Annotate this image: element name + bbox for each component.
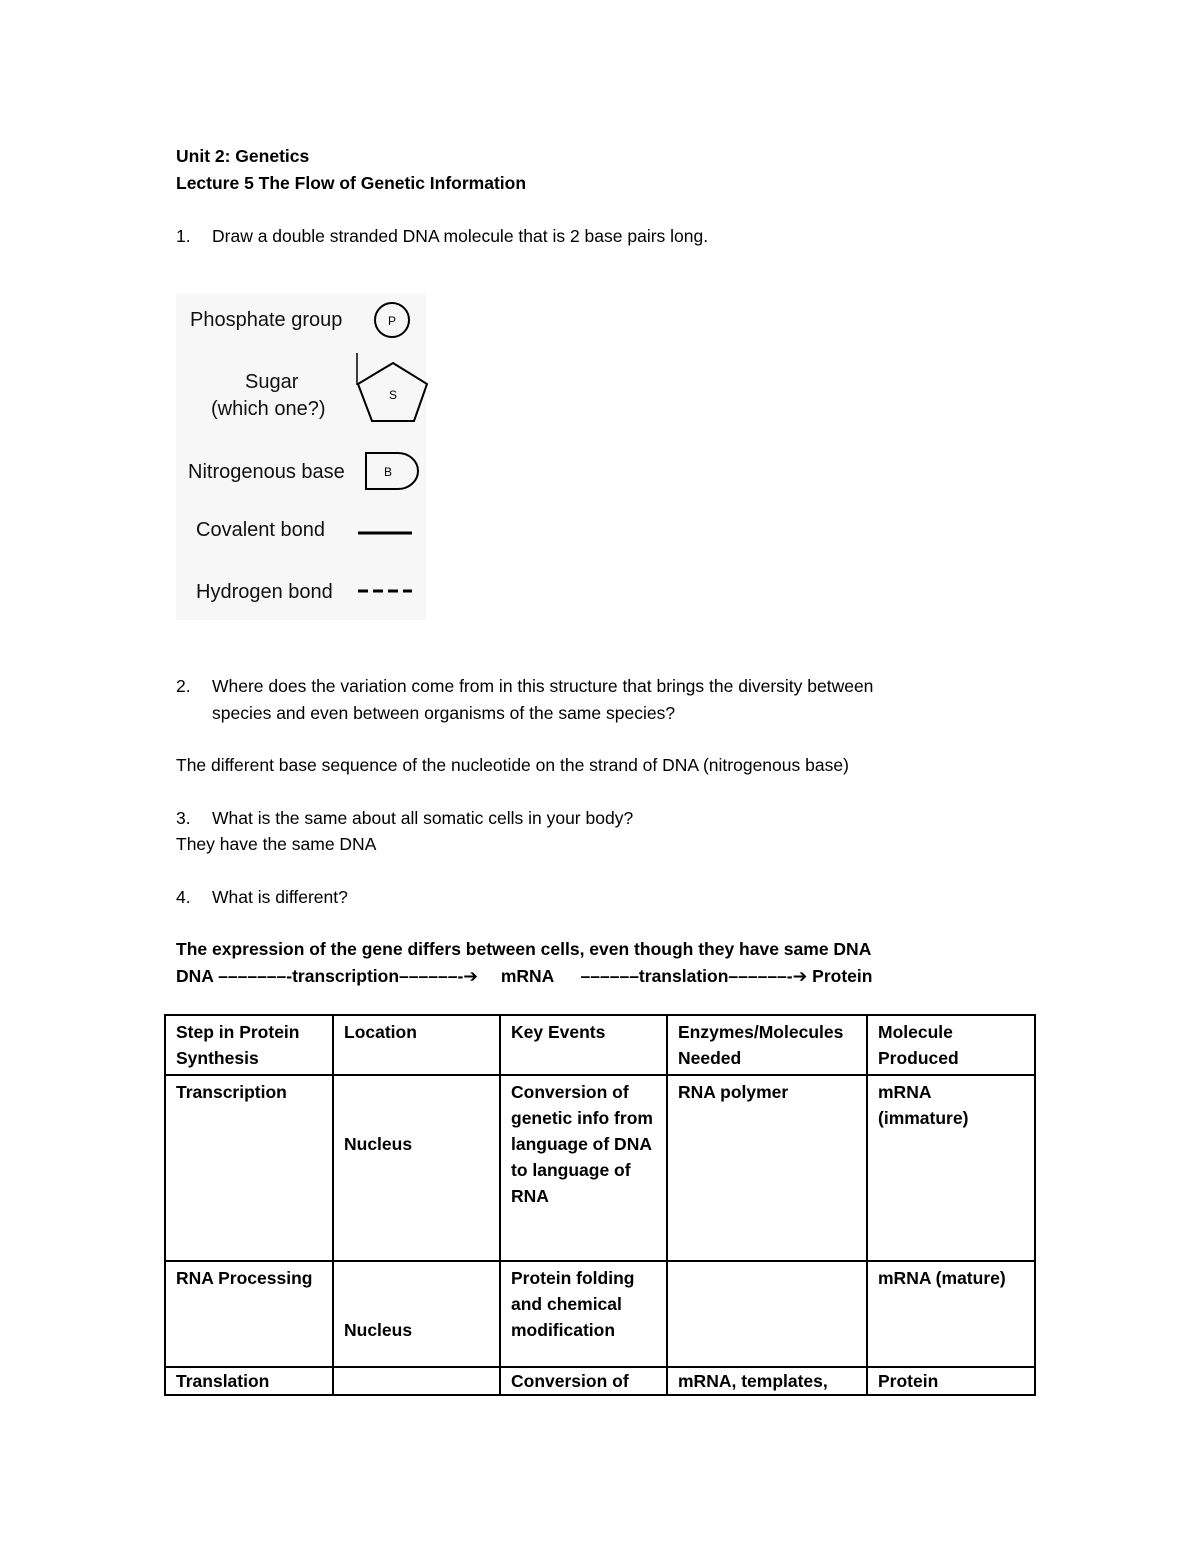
arrow-icon: ➔ (792, 966, 808, 986)
covalent-label: Covalent bond (196, 519, 325, 541)
molecule-cell: Protein (867, 1367, 1035, 1395)
hydrogen-label: Hydrogen bond (196, 581, 333, 603)
q2-line1: Where does the variation come from in this structure that brings the diversity between (212, 676, 874, 696)
q1-number: 1. (176, 226, 191, 246)
phosphate-label: Phosphate group (190, 309, 343, 331)
base-label: Nitrogenous base (188, 461, 345, 483)
sugar-symbol: S (388, 388, 398, 402)
unit-title: Unit 2: Genetics (176, 146, 310, 166)
q2-line2: species and even between organisms of the same species? (212, 703, 676, 723)
flow-translation: ––––––translation––––––- (580, 966, 793, 986)
key-events-cell: Conversion of (500, 1367, 667, 1395)
base-symbol: B (383, 465, 393, 479)
phosphate-symbol: P (387, 314, 397, 328)
arrow-icon: ➔ (463, 966, 478, 986)
lecture-title: Lecture 5 The Flow of Genetic Information (176, 173, 527, 193)
table-row (165, 1075, 1035, 1261)
location-cell: Nucleus (333, 1261, 500, 1367)
q2-answer: The different base sequence of the nucleotide on the strand of DNA (nitrogenous base) (176, 755, 849, 775)
key-events-cell: Protein folding and chemical modification (500, 1261, 667, 1367)
sugar-sublabel: (which one?) (211, 398, 326, 420)
header-cell: Location (333, 1015, 500, 1075)
table-row (165, 1261, 1035, 1367)
q3-answer: They have the same DNA (176, 834, 377, 854)
header-cell: Key Events (500, 1015, 667, 1075)
header-cell: Step in Protein Synthesis (165, 1015, 333, 1075)
q4-text: What is different? (212, 887, 348, 907)
protein-synthesis-table (164, 1014, 1036, 1396)
molecule-cell: mRNA (immature) (867, 1075, 1035, 1261)
enzymes-cell: RNA polymer (667, 1075, 867, 1261)
molecule-cell: mRNA (mature) (867, 1261, 1035, 1367)
enzymes-cell: mRNA, templates, (667, 1367, 867, 1395)
q4-number: 4. (176, 887, 191, 907)
q4-answer: The expression of the gene differs between cells, even though they have same DNA (176, 939, 872, 959)
q3-text: What is the same about all somatic cells in your body? (212, 808, 634, 828)
enzymes-cell (667, 1261, 867, 1367)
table-row (165, 1367, 1035, 1395)
sugar-label: Sugar (245, 371, 299, 393)
legend-symbols (340, 295, 440, 615)
step-cell: Translation (165, 1367, 333, 1395)
table-header-row (165, 1015, 1035, 1075)
location-cell (333, 1367, 500, 1395)
q2-number: 2. (176, 676, 191, 696)
step-cell: Transcription (165, 1075, 333, 1261)
key-events-cell: Conversion of genetic info from language of DNA to language of RNA (500, 1075, 667, 1261)
header-cell: Enzymes/Molecules Needed (667, 1015, 867, 1075)
flow-dna: DNA (176, 966, 214, 986)
q1-text: Draw a double stranded DNA molecule that is 2 base pairs long. (212, 226, 709, 246)
header-cell: Molecule Produced (867, 1015, 1035, 1075)
flow-line (176, 965, 872, 987)
flow-protein: Protein (812, 966, 873, 986)
flow-transcription: –––––––-transcription––––––- (218, 966, 464, 986)
step-cell: RNA Processing (165, 1261, 333, 1367)
flow-mrna: mRNA (500, 966, 554, 986)
q3-number: 3. (176, 808, 191, 828)
location-cell: Nucleus (333, 1075, 500, 1261)
